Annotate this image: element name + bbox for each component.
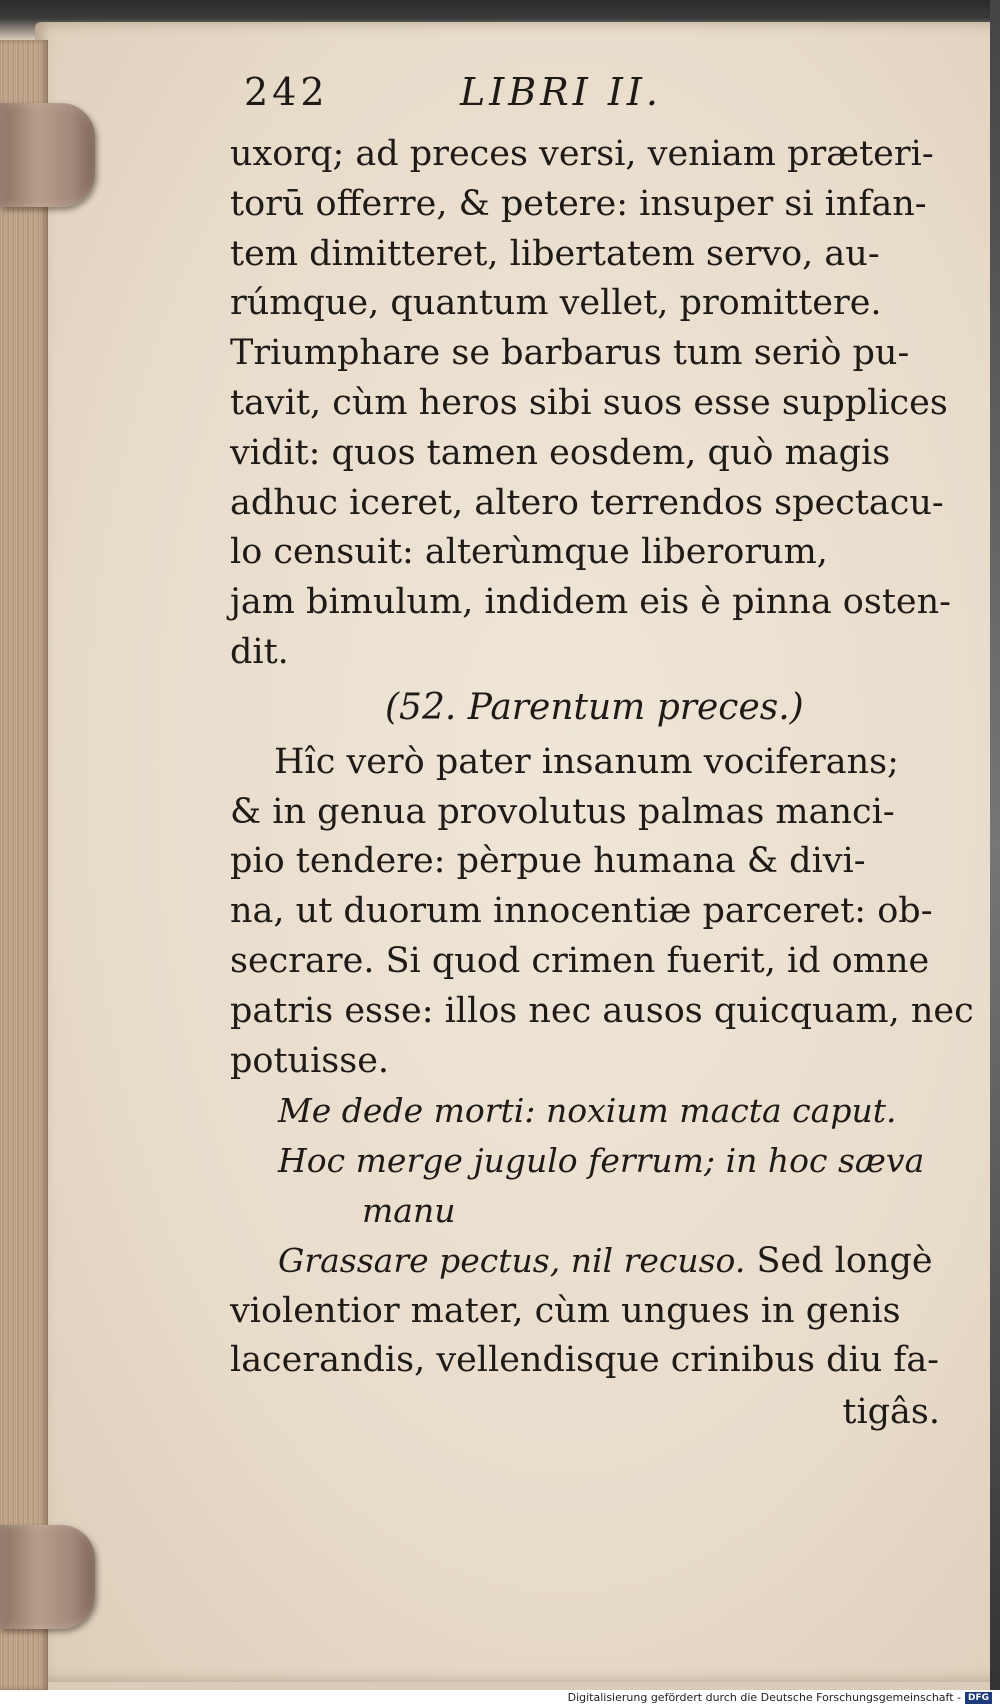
text-line: Triumphare se barbarus tum seriò pu- [230, 333, 910, 374]
text-line: secrare. Si quod crimen fuerit, id omne [230, 940, 930, 981]
text-line: Hîc verò pater insanum vociferans; [274, 741, 899, 782]
text-line: vidit: quos tamen eosdem, quò magis [230, 432, 891, 473]
text-line: na, ut duorum innocentiæ parceret: ob- [230, 891, 933, 932]
text-line: lacerandis, vellendisque crinibus diu fa- [230, 1340, 940, 1381]
paragraph-3 [230, 1287, 950, 1387]
text-line: uxorq; ad preces versi, veniam præteri- [230, 134, 934, 174]
footer-credit: Digitalisierung gefördert durch die Deutsche Forschungsgemeinschaft - [567, 1691, 961, 1704]
verse-line: Me dede morti: noxium macta caput. [278, 1091, 897, 1131]
digitization-footer [0, 1690, 1000, 1706]
text-line: tavit, cùm heros sibi suos esse supplices [230, 382, 948, 423]
text-line: lo censuit: alterùmque liberorum, [230, 532, 828, 573]
text-line: pio tendere: pèrpue humana & divi- [230, 841, 866, 882]
running-head [230, 70, 950, 130]
section-heading: (52. Parentum preces.) [385, 686, 804, 728]
text-line: rúmque, quantum vellet, promittere. [230, 283, 882, 324]
text-line: patris esse: illos nec ausos quicquam, nec [230, 990, 974, 1031]
page-text [230, 70, 974, 1438]
prose-fragment: Sed longè [745, 1240, 933, 1281]
paragraph-1 [230, 130, 950, 678]
text-line: & in genua provolutus palmas manci- [230, 791, 895, 832]
clasp-bottom [0, 1525, 95, 1629]
text-line: jam bimulum, indidem eis è pinna osten- [230, 582, 951, 623]
text-line: torū offerre, & petere: insuper si infan- [230, 183, 927, 224]
page-edges [0, 40, 48, 1690]
verse-fragment: Grassare pectus, nil recuso. [278, 1240, 746, 1280]
scan-border [990, 0, 1000, 1690]
clasp-top [0, 103, 95, 207]
paragraph-2 [230, 738, 974, 1087]
text-line: tem dimitteret, libertatem servo, au- [230, 233, 880, 274]
verse-quotation [230, 1086, 950, 1286]
catchword: tigâs. [842, 1392, 940, 1433]
text-line: adhuc iceret, altero terrendos spectacu- [230, 482, 944, 523]
dfg-logo: DFG [965, 1692, 992, 1704]
verse-line [230, 1236, 950, 1287]
text-line: violentior mater, cùm ungues in genis [230, 1290, 901, 1331]
page-number: 242 [244, 70, 329, 114]
text-line: dit. [230, 631, 289, 672]
running-title: LIBRI II. [460, 70, 662, 114]
text-line: potuisse. [230, 1040, 390, 1081]
verse-line: Hoc merge jugulo ferrum; in hoc sæva [278, 1141, 925, 1181]
verse-line: manu [362, 1190, 456, 1230]
